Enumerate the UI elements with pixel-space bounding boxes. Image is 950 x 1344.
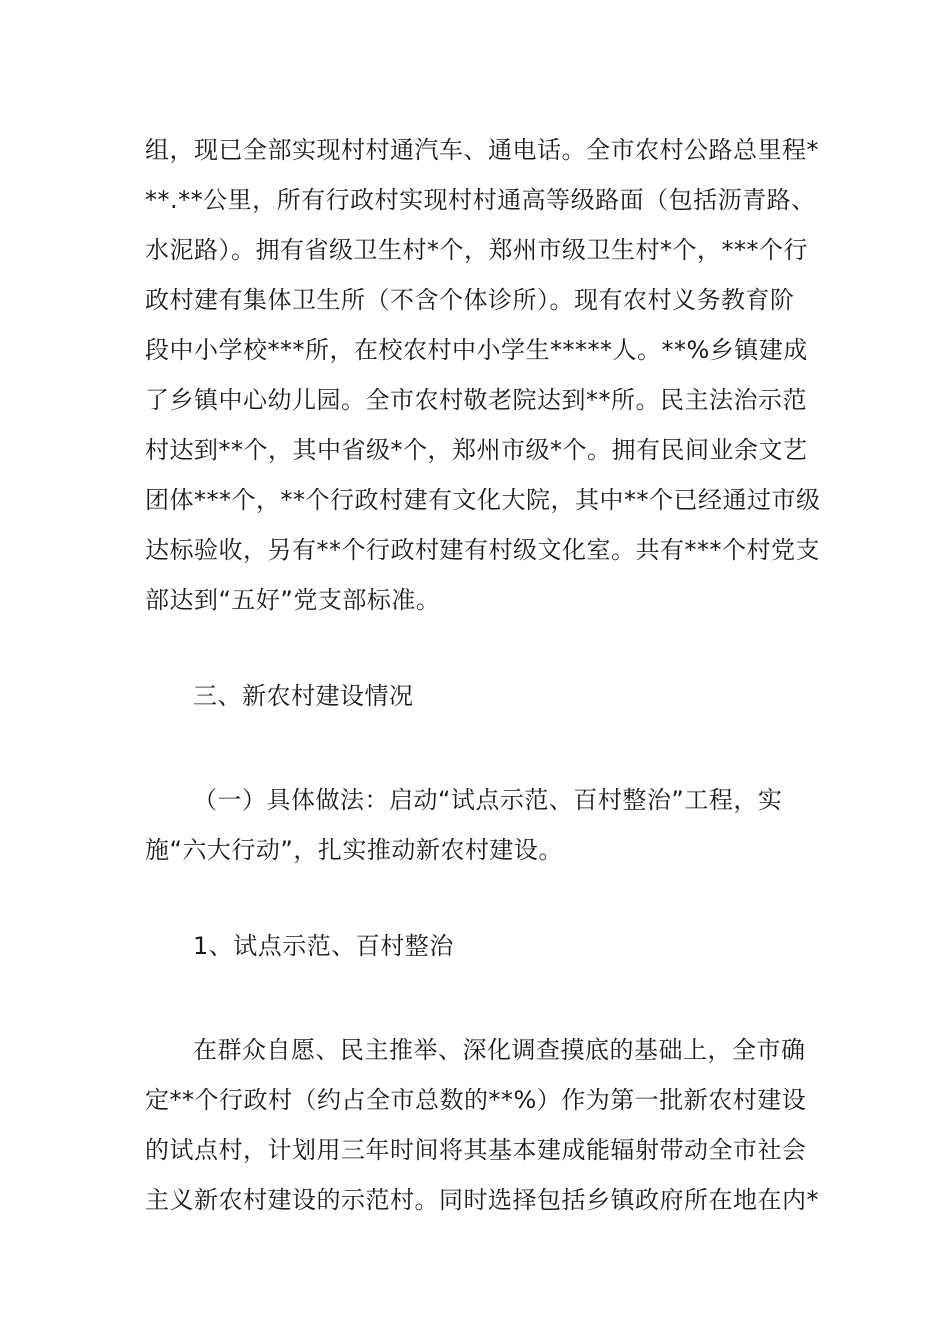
subsection-heading [145, 921, 810, 971]
text-line: 团体***个，**个行政村建有文化大院，其中**个已经通过市级 [145, 486, 821, 514]
text-line: 施“六大行动”，扎实推动新农村建设。 [145, 836, 563, 864]
paragraph-rural-infrastructure [145, 125, 821, 625]
paragraph-pilot-villages [145, 1025, 819, 1225]
text-line: **.**公里，所有行政村实现村村通高等级路面（包括沥青路、 [145, 186, 816, 214]
text-line: 政村建有集体卫生所（不含个体诊所）。现有农村义务教育阶 [145, 286, 795, 314]
text-line: 部达到“五好”党支部标准。 [145, 586, 441, 614]
text-line: 水泥路）。拥有省级卫生村*个，郑州市级卫生村*个，***个行 [145, 236, 808, 264]
text-line: 了乡镇中心幼儿园。全市农村敬老院达到**所。民主法治示范 [145, 386, 807, 414]
section-heading-text: 三、新农村建设情况 [193, 682, 414, 710]
text-line: 村达到**个，其中省级*个，郑州市级*个。拥有民间业余文艺 [145, 436, 808, 464]
paragraph-specific-practices [145, 775, 810, 875]
text-line: 的试点村，计划用三年时间将其基本建成能辐射带动全市社会 [145, 1136, 807, 1164]
text-line: 段中小学校***所，在校农村中小学生*****人。**%乡镇建成 [145, 336, 808, 364]
section-heading [145, 671, 810, 721]
text-line: 在群众自愿、民主推举、深化调查摸底的基础上，全市确 [193, 1036, 806, 1064]
text-line: 定**个行政村（约占全市总数的**%）作为第一批新农村建设 [145, 1086, 807, 1114]
text-line: 组，现已全部实现村村通汽车、通电话。全市农村公路总里程* [145, 136, 819, 164]
text-line: （一）具体做法：启动“试点示范、百村整治”工程，实 [193, 786, 783, 814]
text-line: 达标验收，另有**个行政村建有村级文化室。共有***个村党支 [145, 536, 820, 564]
text-line: 主义新农村建设的示范村。同时选择包括乡镇政府所在地在内* [145, 1186, 819, 1214]
subsection-heading-text: 1、试点示范、百村整治 [193, 932, 454, 960]
